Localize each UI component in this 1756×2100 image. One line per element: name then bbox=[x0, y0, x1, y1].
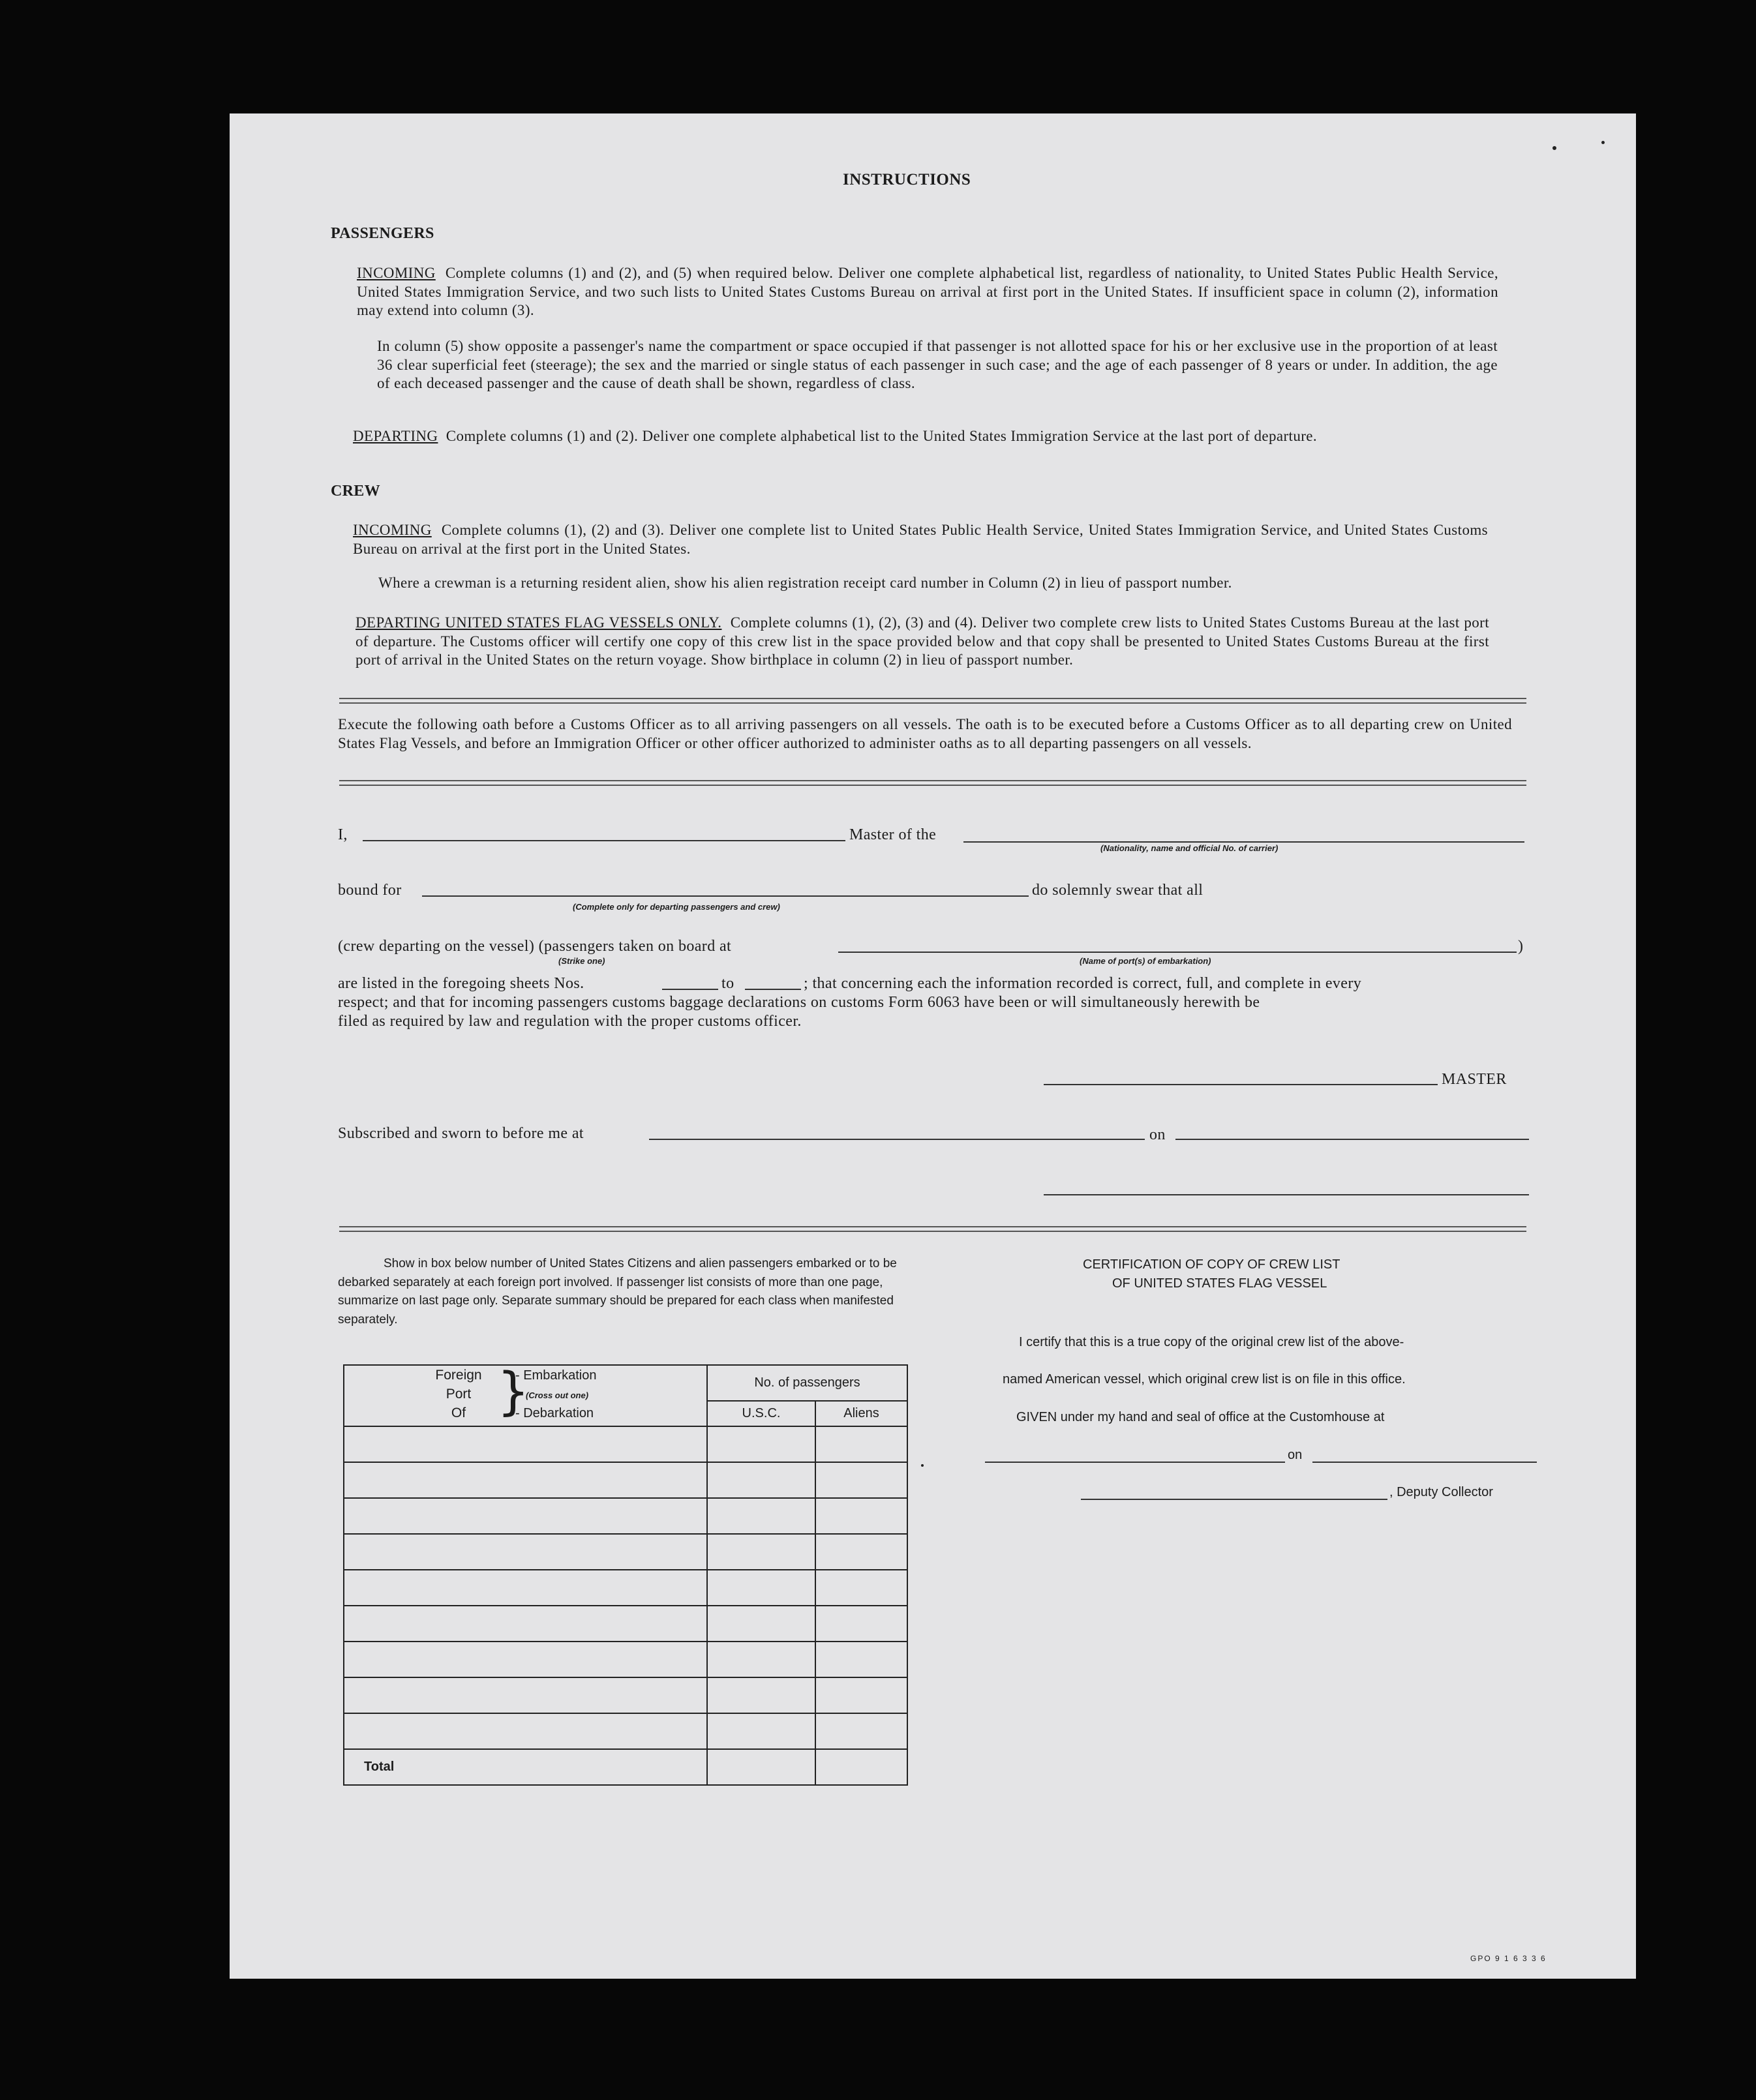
scan-speck bbox=[1552, 146, 1556, 150]
crew-incoming-label: INCOMING bbox=[353, 522, 432, 538]
instructions-title: INSTRUCTIONS bbox=[843, 171, 971, 188]
embarkation-caption: (Name of port(s) of embarkation) bbox=[1080, 956, 1211, 966]
foreign-label: Foreign bbox=[435, 1368, 482, 1383]
gpo-code: GPO 9 1 6 3 3 6 bbox=[1470, 1954, 1547, 1963]
listed-line2: respect; and that for incoming passengers customs baggage declarations on customs Form 6063 have been or will simultaneously herewith be bbox=[338, 994, 1260, 1011]
listed-line3: filed as required by law and regulation with the proper customs officer. bbox=[338, 1013, 802, 1030]
carrier-caption: (Nationality, name and official No. of carrier) bbox=[1100, 843, 1279, 853]
bound-for-label: bound for bbox=[338, 882, 402, 899]
certification-line2: named American vessel, which original crew list is on file in this office. bbox=[1003, 1372, 1406, 1387]
section-divider bbox=[339, 698, 1526, 704]
total-label: Total bbox=[344, 1749, 707, 1785]
section-divider bbox=[339, 780, 1526, 786]
embarkation-label: - Embarkation bbox=[515, 1368, 597, 1383]
subscribed-text: Subscribed and sworn to before me at bbox=[338, 1125, 584, 1142]
crew-incoming-paragraph bbox=[353, 521, 1488, 558]
scan-speck bbox=[921, 1464, 924, 1467]
certification-line3: GIVEN under my hand and seal of office at the Customhouse at bbox=[1016, 1410, 1385, 1424]
subscribed-date-field[interactable] bbox=[1175, 1139, 1529, 1140]
customhouse-field[interactable] bbox=[985, 1462, 1285, 1463]
port-label: Port bbox=[446, 1387, 472, 1402]
passengers-departing-label: DEPARTING bbox=[353, 428, 438, 444]
crew-passengers-text: (crew departing on the vessel) (passengers taken on board at bbox=[338, 938, 732, 955]
total-row bbox=[344, 1749, 907, 1785]
certification-title-line1: CERTIFICATION OF COPY OF CREW LIST bbox=[1083, 1257, 1340, 1272]
master-label: MASTER bbox=[1442, 1071, 1507, 1088]
crew-alien-paragraph: Where a crewman is a returning resident alien, show his alien registration receipt card number in Column (2) in lieu of passport number. bbox=[378, 575, 1232, 591]
certification-title-line2: OF UNITED STATES FLAG VESSEL bbox=[1112, 1276, 1327, 1291]
of-label: Of bbox=[451, 1405, 466, 1420]
passengers-column5-paragraph: In column (5) show opposite a passenger's name the compartment or space occupied if that passenger is not allotted space for his or her exclusive use in the proportion of at least 36 clear superficial feet (steerage); the sex and the married or single status of each passenger in such case; and the age of each passenger of 8 years or under. In addition, the age of each deceased passenger and the cause of death shall be shown, regardless of class. bbox=[377, 338, 1498, 391]
table-row bbox=[344, 1534, 907, 1570]
usc-header: U.S.C. bbox=[707, 1401, 815, 1426]
departing-caption: (Complete only for departing passengers and crew) bbox=[573, 902, 780, 912]
certification-line1: I certify that this is a true copy of the original crew list of the above- bbox=[1019, 1335, 1404, 1349]
swear-text: do solemnly swear that all bbox=[1032, 882, 1203, 899]
sheet-from-field[interactable] bbox=[662, 989, 718, 990]
table-row bbox=[344, 1606, 907, 1642]
passengers-incoming-label: INCOMING bbox=[357, 265, 436, 281]
table-row bbox=[344, 1462, 907, 1498]
table-row bbox=[344, 1498, 907, 1534]
foreign-port-header bbox=[344, 1362, 707, 1426]
scan-speck bbox=[1601, 141, 1605, 144]
master-name-field[interactable] bbox=[363, 840, 845, 841]
oath-intro-paragraph: Execute the following oath before a Customs Officer as to all arriving passengers on all vessels. The oath is to be executed before a Customs Officer as to all departing crew on United States Flag Vessels, and before an Immigration Officer or other officer authorized to administer oaths as to all departing passengers on all vessels. bbox=[338, 716, 1512, 751]
carrier-field[interactable] bbox=[963, 841, 1524, 843]
passengers-departing-text: Complete columns (1) and (2). Deliver one complete alphabetical list to the United States Immigration Service at the last port of departure. bbox=[446, 428, 1318, 444]
listed-part1: are listed in the foregoing sheets Nos. bbox=[338, 975, 584, 992]
subscribed-place-field[interactable] bbox=[649, 1139, 1145, 1140]
passengers-incoming-paragraph bbox=[357, 264, 1498, 320]
summary-instructions: Show in box below number of United States Citizens and alien passengers embarked or to be debarked separately at each foreign port involved. If passenger list consists of more than one page, summarize on last page only. Separate summary should be prepared for each class when manifested separately. bbox=[338, 1257, 897, 1327]
port-summary-table bbox=[343, 1364, 908, 1786]
cross-out-label: (Cross out one) bbox=[526, 1390, 589, 1400]
passengers-incoming-text: Complete columns (1) and (2), and (5) when required below. Deliver one complete alphabetical list, regardless of nationality, to United States Public Health Service, United States Immigration Service, and two such lists to United States Customs Bureau on arrival at first port in the United States. If insufficient space in column (2), information may extend into column (3). bbox=[357, 265, 1498, 318]
sheet-to-field[interactable] bbox=[745, 989, 801, 990]
table-row bbox=[344, 1642, 907, 1677]
table-row bbox=[344, 1677, 907, 1713]
oath-i-label: I, bbox=[338, 826, 348, 843]
strike-one-caption: (Strike one) bbox=[558, 956, 605, 966]
listed-part2: ; that concerning each the information recorded is correct, full, and complete in every bbox=[804, 975, 1362, 992]
close-paren: ) bbox=[1518, 938, 1524, 955]
crew-departing-paragraph bbox=[356, 614, 1489, 670]
deputy-collector-label: , Deputy Collector bbox=[1389, 1485, 1493, 1499]
passengers-departing-paragraph bbox=[353, 427, 1498, 446]
section-divider bbox=[339, 1226, 1526, 1232]
table-row bbox=[344, 1713, 907, 1749]
crew-departing-text: Complete columns (1), (2), (3) and (4). Deliver two complete crew lists to United States Customs Bureau at the last port of departure. The Customs officer will certify one copy of this crew list in the space provided below and that copy shall be presented to United States Customs Bureau at the first port of arrival in the United States on the return voyage. Show birthplace in column (2) in lieu of passport number. bbox=[356, 614, 1489, 668]
crew-departing-label: DEPARTING UNITED STATES FLAG VESSELS ONLY. bbox=[356, 614, 722, 631]
listed-to: to bbox=[721, 975, 734, 992]
master-signature-field[interactable] bbox=[1044, 1084, 1438, 1085]
officer-signature-field[interactable] bbox=[1044, 1194, 1529, 1195]
no-of-passengers-header: No. of passengers bbox=[707, 1365, 907, 1401]
deputy-signature-field[interactable] bbox=[1081, 1499, 1387, 1500]
certification-on-label: on bbox=[1288, 1448, 1303, 1462]
table-row bbox=[344, 1426, 907, 1462]
crew-heading: CREW bbox=[331, 483, 380, 500]
certification-date-field[interactable] bbox=[1312, 1462, 1537, 1463]
master-of-the-label: Master of the bbox=[849, 826, 937, 843]
bound-for-field[interactable] bbox=[422, 895, 1029, 897]
table-row bbox=[344, 1570, 907, 1606]
passengers-heading: PASSENGERS bbox=[331, 225, 434, 242]
brace-icon: } bbox=[497, 1362, 530, 1421]
embarkation-port-field[interactable] bbox=[838, 952, 1517, 953]
aliens-header: Aliens bbox=[815, 1401, 907, 1426]
crew-incoming-text: Complete columns (1), (2) and (3). Deliver one complete list to United States Public Health Service, United States Immigration Service, and United States Customs Bureau on arrival at the first port in the United States. bbox=[353, 522, 1488, 557]
debarkation-label: - Debarkation bbox=[515, 1406, 594, 1420]
subscribed-on-label: on bbox=[1149, 1126, 1166, 1143]
